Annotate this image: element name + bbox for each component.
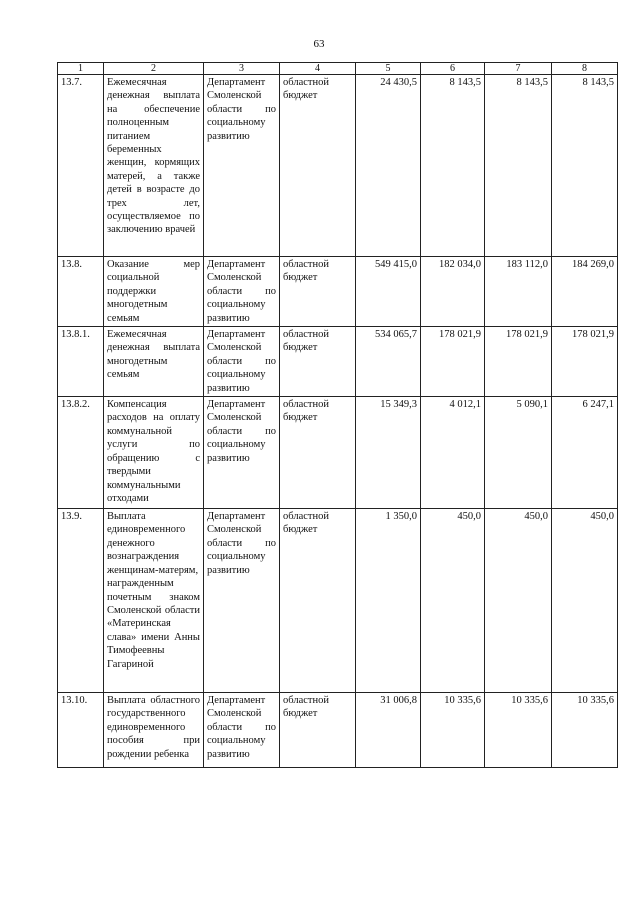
row-year-2: 5 090,1 [485, 397, 552, 509]
row-executor: Департамент Смоленской области по социальному развитию [204, 257, 280, 327]
row-name: Компенсация расходов на оплату коммунальной услуги по обращению с твердыми коммунальными отходами [104, 397, 204, 509]
row-total: 24 430,5 [356, 75, 421, 257]
table-row [58, 75, 618, 257]
row-year-1: 178 021,9 [421, 327, 485, 397]
row-source: областной бюджет [280, 509, 356, 693]
row-source: областной бюджет [280, 693, 356, 768]
table-row [58, 397, 618, 509]
row-name: Ежемесячная денежная выплата многодетным семьям [104, 327, 204, 397]
row-code: 13.8.1. [58, 327, 104, 397]
row-year-1: 4 012,1 [421, 397, 485, 509]
row-executor: Департамент Смоленской области по социальному развитию [204, 327, 280, 397]
row-source: областной бюджет [280, 327, 356, 397]
row-executor: Департамент Смоленской области по социальному развитию [204, 397, 280, 509]
row-name: Ежемесячная денежная выплата на обеспечение полноценным питанием беременных женщин, кормящих матерей, а также детей в возрасте до трех лет, осуществляемое по заключению врачей [104, 75, 204, 257]
header-cell: 8 [552, 63, 618, 75]
row-code: 13.8. [58, 257, 104, 327]
row-year-1: 8 143,5 [421, 75, 485, 257]
page-number: 63 [313, 38, 325, 50]
row-executor: Департамент Смоленской области по социальному развитию [204, 693, 280, 768]
row-year-2: 178 021,9 [485, 327, 552, 397]
budget-table [57, 62, 618, 768]
row-total: 549 415,0 [356, 257, 421, 327]
row-executor: Департамент Смоленской области по социальному развитию [204, 509, 280, 693]
table-row [58, 693, 618, 768]
row-code: 13.7. [58, 75, 104, 257]
header-cell: 6 [421, 63, 485, 75]
row-total: 31 006,8 [356, 693, 421, 768]
row-code: 13.10. [58, 693, 104, 768]
row-year-3: 8 143,5 [552, 75, 618, 257]
row-year-3: 10 335,6 [552, 693, 618, 768]
row-total: 534 065,7 [356, 327, 421, 397]
row-year-2: 8 143,5 [485, 75, 552, 257]
row-name: Оказание мер социальной поддержки многодетным семьям [104, 257, 204, 327]
table-row [58, 257, 618, 327]
header-cell: 5 [356, 63, 421, 75]
row-year-3: 450,0 [552, 509, 618, 693]
row-code: 13.9. [58, 509, 104, 693]
row-year-3: 178 021,9 [552, 327, 618, 397]
row-name: Выплата областного государственного единовременного пособия при рождении ребенка [104, 693, 204, 768]
header-cell: 2 [104, 63, 204, 75]
row-total: 15 349,3 [356, 397, 421, 509]
row-year-1: 182 034,0 [421, 257, 485, 327]
table-row [58, 509, 618, 693]
row-year-1: 10 335,6 [421, 693, 485, 768]
row-source: областной бюджет [280, 75, 356, 257]
row-year-1: 450,0 [421, 509, 485, 693]
row-name: Выплата единовременного денежного вознаграждения женщинам-матерям, награжденным почетным знаком Смоленской области «Материнская слава» имени Анны Тимофеевны Гагариной [104, 509, 204, 693]
row-source: областной бюджет [280, 257, 356, 327]
row-code: 13.8.2. [58, 397, 104, 509]
row-total: 1 350,0 [356, 509, 421, 693]
header-row [58, 63, 618, 75]
header-cell: 7 [485, 63, 552, 75]
row-year-2: 450,0 [485, 509, 552, 693]
header-cell: 4 [280, 63, 356, 75]
row-executor: Департамент Смоленской области по социальному развитию [204, 75, 280, 257]
header-cell: 3 [204, 63, 280, 75]
row-year-3: 6 247,1 [552, 397, 618, 509]
table-row [58, 327, 618, 397]
row-year-2: 183 112,0 [485, 257, 552, 327]
row-source: областной бюджет [280, 397, 356, 509]
row-year-2: 10 335,6 [485, 693, 552, 768]
header-cell: 1 [58, 63, 104, 75]
row-year-3: 184 269,0 [552, 257, 618, 327]
